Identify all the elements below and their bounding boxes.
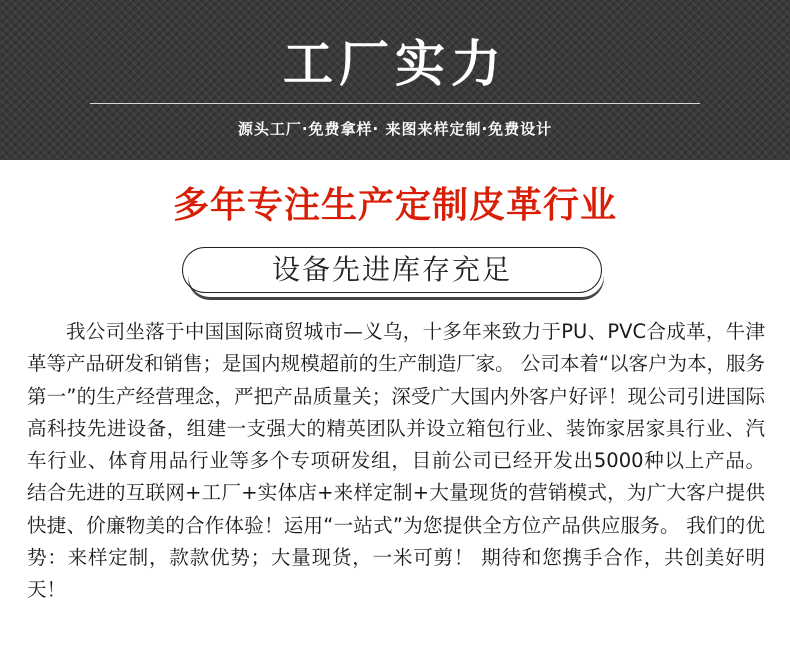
feature-pill: [182, 247, 602, 293]
banner-title: 工厂实力: [283, 35, 507, 93]
banner-divider: [90, 103, 700, 104]
banner-subtitle: 源头工厂·免费拿样· 来图来样定制·免费设计: [237, 120, 553, 138]
banner: [0, 0, 790, 160]
pill-label: 设备先进库存充足: [271, 253, 512, 286]
section-headline: 多年专注生产定制皮革行业: [172, 185, 617, 226]
company-description: 我公司坐落于中国国际商贸城市—义乌，十多年来致力于PU、PVC合成革，牛津革等产品研发和销售；是国内规模超前的生产制造厂家。 公司本着“以客户为本，服务第一”的生产经营理念，严把产品质量关；深受广大国内外客户好评！现公司引进国际高科技先进设备，组建一支强大的精英团队并设立箱包行业、装饰家居家具行业、汽车行业、体育用品行业等多个专项研发组，目前公司已经开发出5000种以上产品。 结合先进的互联网+工厂+实体店+来样定制+大量现货的营销模式，为广大客户提供快捷、价廉物美的合作体验！运用“一站式”为您提供全方位产品供应服务。 我们的优势：来样定制，款款优势；大量现货，一米可剪！ 期待和您携手合作，共创美好明天！: [27, 320, 765, 602]
